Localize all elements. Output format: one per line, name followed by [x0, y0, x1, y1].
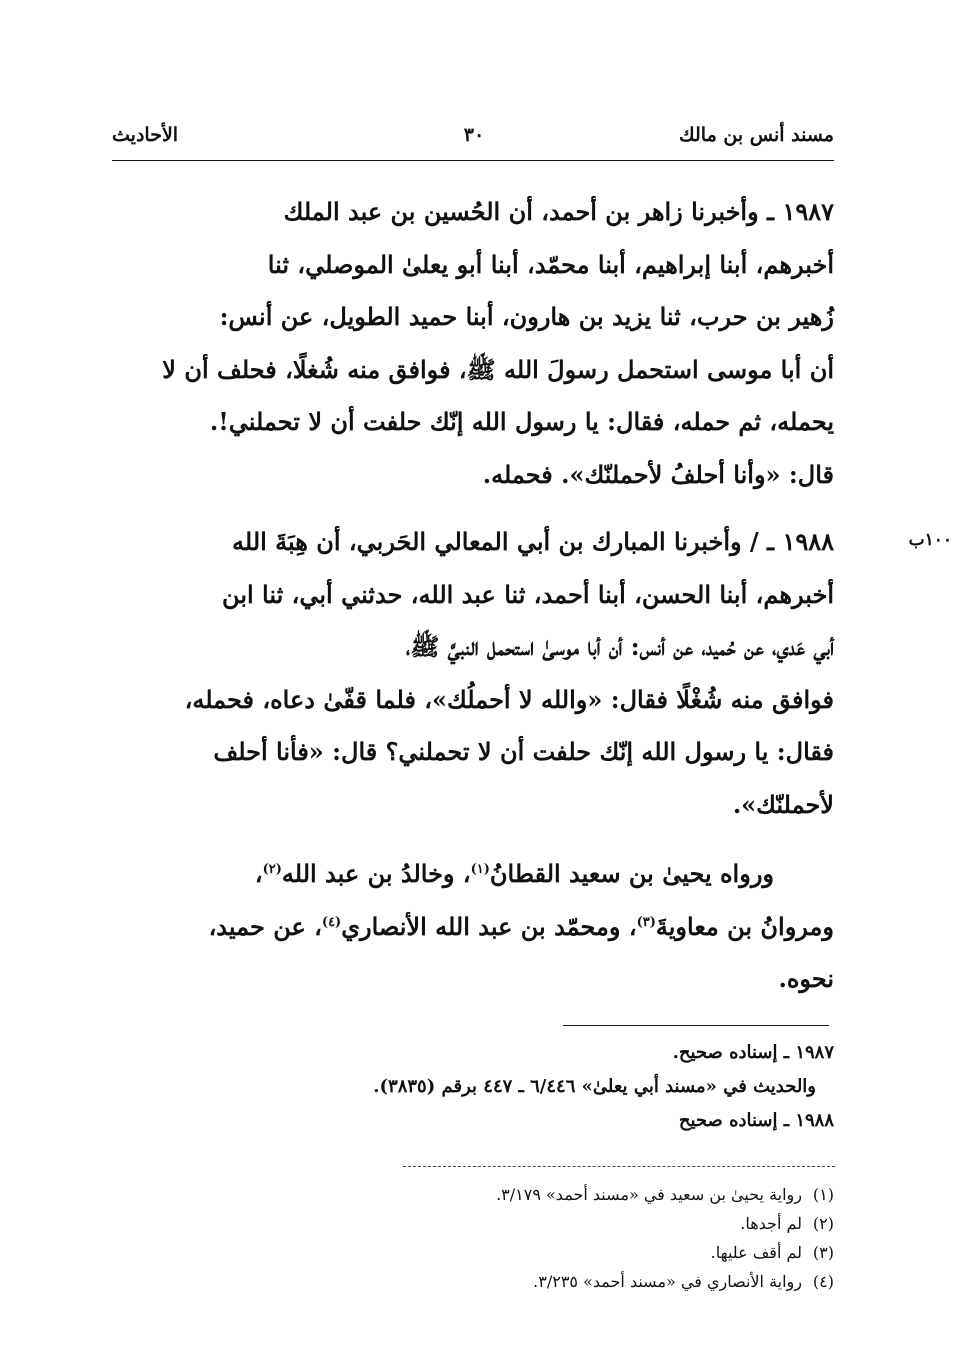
footnote-ref: (١): [470, 862, 490, 877]
note-text: ، وخالدُ بن عبد الله: [281, 859, 471, 888]
takhrij-divider: [563, 1025, 829, 1026]
footnote-item: [112, 1209, 834, 1238]
takhrij-line: ١٩٨٨ ـ إسناده صحيح: [678, 1110, 834, 1131]
footnote-text: رواية الأنصاري في «مسند أحمد» ٣/٢٣٥.: [533, 1272, 802, 1291]
takhrij-line: ١٩٨٧ ـ إسناده صحيح.: [672, 1042, 834, 1063]
manuscript-folio-note: ١٠٠ب: [908, 530, 952, 550]
book-title: مسند أنس بن مالك: [679, 124, 834, 146]
footnote-number: (٤): [812, 1272, 834, 1291]
note-line: [112, 901, 834, 954]
footnotes-divider: [403, 1166, 835, 1167]
footnote-text: رواية يحيىٰ بن سعيد في «مسند أحمد» ٣/١٧٩.: [496, 1185, 802, 1204]
note-text: ورواه يحيىٰ بن سعيد القطانُ: [489, 859, 774, 888]
note-line: نحوه.: [778, 964, 834, 993]
hadith-line: يحمله، ثم حمله، فقال: يا رسول الله إنّك حلفت أن لا تحملني!.: [209, 407, 834, 436]
footnote-number: (٢): [812, 1214, 834, 1233]
page-number: ٣٠: [463, 124, 485, 146]
hadith-line: ١٩٨٧ ـ وأخبرنا زاهر بن أحمد، أن الحُسين بن عبد الملك: [283, 197, 834, 226]
note-text: ، عن حميد،: [208, 911, 322, 941]
hadith-1987: [112, 186, 834, 501]
hadith-line: لأحملنّك».: [732, 789, 834, 819]
takhrij-notes: [112, 1036, 834, 1138]
hadith-line: أخبرهم، أبنا إبراهيم، أبنا محمّد، أبنا أبو يعلىٰ الموصلي، ثنا: [267, 249, 834, 279]
hadith-line: فوافق منه شُغْلًا فقال: «والله لا أحملُك»، فلما قفّىٰ دعاه، فحمله،: [184, 684, 834, 714]
footnote-text: لم أجدها.: [740, 1214, 802, 1233]
hadith-line: ١٩٨٨ ـ / وأخبرنا المبارك بن أبي المعالي الحَربي، أن هِبَةَ الله: [232, 527, 834, 556]
transmission-note: [112, 848, 834, 1006]
hadith-line: أبي عَدي، عن حُميد، عن أنس: أن أبا موسىٰ استحمل النبيَّ ﷺ،: [405, 632, 834, 661]
hadith-line: أخبرهم، أبنا الحسن، أبنا أحمد، ثنا عبد الله، حدثني أبي، ثنا ابن: [222, 579, 834, 609]
note-text: ومروانُ بن معاويةَ: [655, 911, 834, 941]
footnote-number: (٣): [812, 1243, 834, 1262]
footnote-item: [112, 1180, 834, 1209]
note-text: ، ومحمّد بن عبد الله الأنصاري: [341, 911, 637, 941]
hadith-line: زُهير بن حرب، ثنا يزيد بن هارون، أبنا حميد الطويل، عن أنس:: [219, 302, 834, 331]
footnote-text: لم أقف عليها.: [710, 1243, 802, 1262]
footnote-ref: (٤): [321, 914, 342, 930]
section-title: الأحاديث: [112, 124, 179, 146]
hadith-line: قال: «وأنا أحلفُ لأحملنّك». فحمله.: [482, 459, 834, 489]
running-header: [112, 124, 834, 156]
footnote-number: (١): [812, 1185, 834, 1204]
hadith-line: أن أبا موسى استحمل رسولَ الله ﷺ، فوافق منه شُغلًا، فحلف أن لا: [162, 354, 834, 384]
note-text: ،: [254, 859, 263, 888]
footnotes: [112, 1180, 834, 1296]
footnote-item: [112, 1238, 834, 1267]
takhrij-line: والحديث في «مسند أبي يعلىٰ» ٦/٤٤٦ ـ ٤٤٧ برقم (٣٨٣٥).: [373, 1076, 816, 1097]
header-divider: [112, 160, 834, 161]
footnote-item: [112, 1267, 834, 1296]
hadith-line: فقال: يا رسول الله إنّك حلفت أن لا تحملني؟ قال: «فأنا أحلف: [213, 737, 834, 766]
footnote-ref: (٢): [262, 862, 282, 877]
hadith-1988: [112, 516, 834, 831]
note-line: [112, 848, 834, 901]
footnote-ref: (٣): [636, 914, 656, 930]
